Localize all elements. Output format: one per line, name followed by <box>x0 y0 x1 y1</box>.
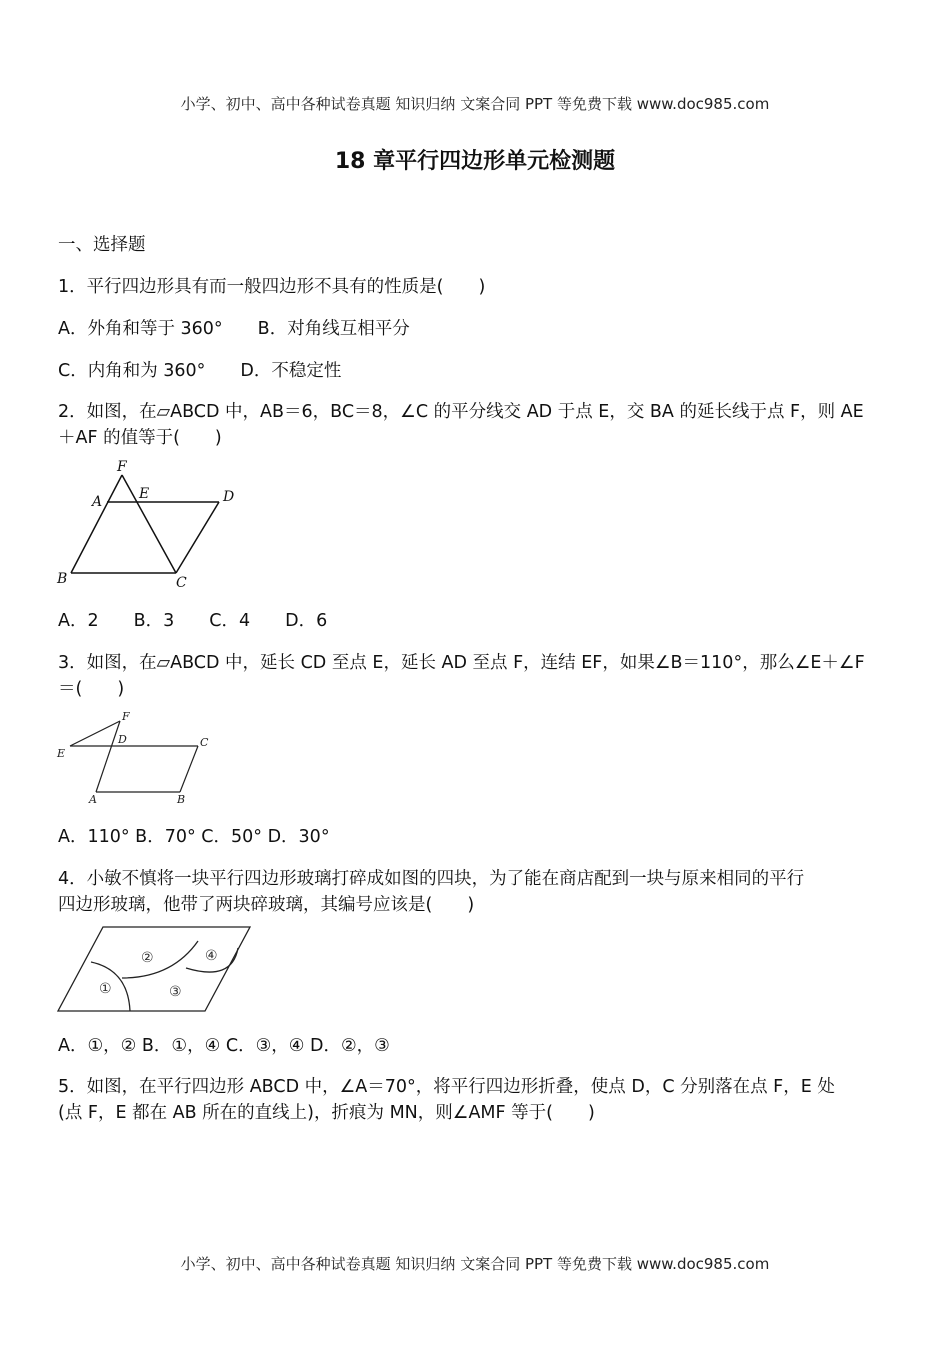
page-footer: 小学、初中、高中各种试卷真题 知识归纳 文案合同 PPT 等免费下载 www.doc985.com <box>180 1255 770 1273</box>
q3-label-e: E <box>57 747 66 760</box>
page-header: 小学、初中、高中各种试卷真题 知识归纳 文案合同 PPT 等免费下载 www.doc985.com <box>180 95 770 113</box>
q3-options: A．110° B．70° C．50° D．30° <box>58 827 330 847</box>
q3-label-d: D <box>118 733 127 746</box>
section-heading: 一、选择题 <box>58 235 146 255</box>
q1-stem: 1．平行四边形具有而一般四边形不具有的性质是( ) <box>58 277 486 297</box>
q2-stem-line1: 2．如图，在▱ABCD 中，AB＝6，BC＝8，∠C 的平分线交 AD 于点 E，交 BA 的延长线于点 F，则 AE <box>58 402 864 422</box>
q2-stem-line2: ＋AF 的值等于( ) <box>58 428 222 448</box>
q2-label-c: C <box>176 575 187 591</box>
q4-label-piece-4: ④ <box>205 948 218 964</box>
q4-options: A．①，② B．①，④ C．③，④ D．②，③ <box>58 1036 390 1056</box>
q2-label-d: D <box>223 489 235 505</box>
q4-stem-line2: 四边形玻璃，他带了两块碎玻璃，其编号应该是( ) <box>58 895 475 915</box>
q2-side-ba-extended <box>71 475 122 573</box>
q2-label-f: F <box>117 459 127 475</box>
q4-label-piece-2: ② <box>141 950 154 966</box>
q2-label-b: B <box>57 571 68 587</box>
q4-crack-2 <box>122 941 198 978</box>
q3-label-a: A <box>89 793 97 806</box>
q5-stem-line2: (点 F，E 都在 AB 所在的直线上)，折痕为 MN，则∠AMF 等于( ) <box>58 1103 595 1123</box>
q3-stem-line2: ＝( ) <box>58 679 125 699</box>
q1-options-cd: C．内角和为 360° D．不稳定性 <box>58 361 342 381</box>
q5-stem-line1: 5．如图，在平行四边形 ABCD 中，∠A＝70°，将平行四边形折叠，使点 D，C 分别落在点 F，E 处 <box>58 1077 835 1097</box>
q4-label-piece-1: ① <box>99 981 112 997</box>
q3-figure-lines <box>70 721 198 792</box>
q4-parallelogram-outline <box>58 927 250 1011</box>
q3-label-b: B <box>177 793 186 806</box>
q2-options: A．2 B．3 C．4 D．6 <box>58 611 328 631</box>
q3-label-f: F <box>122 710 130 723</box>
q4-stem-line1: 4．小敏不慎将一块平行四边形玻璃打碎成如图的四块，为了能在商店配到一块与原来相同的平行 <box>58 869 805 889</box>
q3-side-cb <box>180 746 198 792</box>
q4-label-piece-3: ③ <box>169 984 182 1000</box>
page-title: 18 章平行四边形单元检测题 <box>334 149 616 174</box>
q1-options-ab: A．外角和等于 360° B．对角线互相平分 <box>58 319 410 339</box>
q3-stem-line1: 3．如图，在▱ABCD 中，延长 CD 至点 E，延长 AD 至点 F，连结 EF，如果∠B＝110°，那么∠E＋∠F <box>58 653 865 673</box>
q2-side-dc <box>176 502 219 573</box>
q2-label-e: E <box>139 486 150 502</box>
q3-label-c: C <box>200 736 209 749</box>
q4-figure-lines <box>58 927 250 1011</box>
q2-label-a: A <box>92 494 103 510</box>
